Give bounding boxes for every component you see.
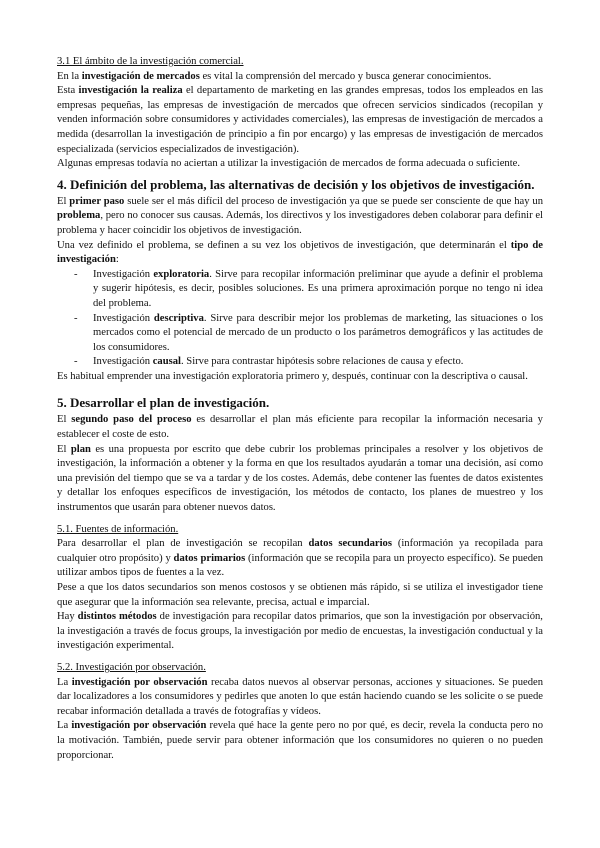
paragraph: En la investigación de mercados es vital la comprensión del mercado y busca generar conocimientos.: [57, 70, 492, 82]
section-3-1-heading: 3.1 El ámbito de la investigación comercial.: [57, 56, 244, 67]
paragraph: El primer paso suele ser el más difícil del proceso de investigación ya que se puede ser consciente de que hay un problema, pero no conocer sus causas. Además, los directivos y los investigadores deben colaborar para definir el problema y hacer coincidir los objetivos de investigación.: [57, 195, 543, 236]
document-page: [57, 55, 543, 763]
section-4-heading: 4. Definición del problema, las alternativas de decisión y los objetivos de investigación.: [57, 176, 535, 192]
paragraph: El plan es una propuesta por escrito que debe cubrir los problemas principales a resolver y los objetivos de investigación, la información a obtener y la forma en que los resultados ayudarán a tomar una decisión, así como una previsión del tiempo que se va a tardar y de los costes. Además, debe contener las fuentes de datos existentes y detallar los enfoques específicos de investigación, los métodos de contacto, los planes de muestreo y los instrumentos que usarán para obtener nuevos datos.: [57, 443, 543, 514]
list-item: - Investigación causal. Sirve para contrastar hipótesis sobre relaciones de causa y efecto.: [93, 355, 543, 370]
section-5-heading: 5. Desarrollar el plan de investigación.: [57, 395, 270, 411]
section-5-1-heading: 5.1. Fuentes de información.: [57, 523, 179, 535]
paragraph: La investigación por observación revela qué hace la gente pero no por qué, es decir, revela la conducta pero no la motivación. También, puede servir para obtener información que los consumidores no quieren o no pueden proporcionar.: [57, 720, 543, 761]
paragraph: Esta investigación la realiza el departamento de marketing en las grandes empresas, todos los empleados en las empresas pequeñas, las empresas de investigación de mercados que ofrecen servicios sindicados (recopilan y venden información sobre consumidores y actividades comerciales), las empresas de investigación de mercados a medida (desarrollan la investigación de principio a fin por encargo) y las empresas de investigación de mercados especializada (servicios especializados de investigación).: [57, 85, 544, 155]
paragraph: Pese a que los datos secundarios son menos costosos y se obtienen más rápido, si se utiliza el investigador tiene que asegurar que la información sea relevante, precisa, actual e imparcial.: [57, 582, 543, 608]
list-item: - Investigación descriptiva. Sirve para describir mejor los problemas de marketing, las situaciones o los mercados como el potencial de mercado de un producto o los parámetros demográficos y las actitudes de los consumidores.: [93, 312, 543, 356]
research-types-list: [57, 268, 543, 370]
paragraph: Para desarrollar el plan de investigación se recopilan datos secundarios (información ya recopilada para cualquier otro propósito) y datos primarios (información que se recopila para un proyecto específico). Se pueden utilizar ambos tipos de fuentes a la vez.: [57, 538, 543, 579]
paragraph: Es habitual emprender una investigación exploratoria primero y, después, continuar con la descriptiva o causal.: [57, 370, 528, 382]
paragraph: Una vez definido el problema, se definen a su vez los objetivos de investigación, que determinarán el tipo de investigación:: [57, 239, 543, 266]
paragraph: El segundo paso del proceso es desarrollar el plan más eficiente para recopilar la información necesaria y establecer el coste de esto.: [57, 414, 543, 441]
section-5-2-heading: 5.2. Investigación por observación.: [57, 661, 206, 673]
paragraph: Algunas empresas todavía no aciertan a utilizar la investigación de mercados de forma adecuada o suficiente.: [57, 158, 520, 170]
paragraph: La investigación por observación recaba datos nuevos al observar personas, acciones y situaciones. Se pueden dar localizadores a los consumidores y pedirles que anoten lo que están haciendo cuando se les solicite o se puede recabar información detallada a través de fotografías y vídeos.: [57, 676, 543, 717]
paragraph: Hay distintos métodos de investigación para recopilar datos primarios, que son la investigación por observación, la investigación a través de focus groups, la investigación por medio de encuestas, la investigación conductual y la investigación experimental.: [57, 611, 543, 652]
list-item: - Investigación exploratoria. Sirve para recopilar información preliminar que ayude a definir el problema y sugerir hipótesis, es decir, posibles soluciones. Es una primera aproximación porque no tengo ni idea del problema.: [93, 268, 543, 312]
